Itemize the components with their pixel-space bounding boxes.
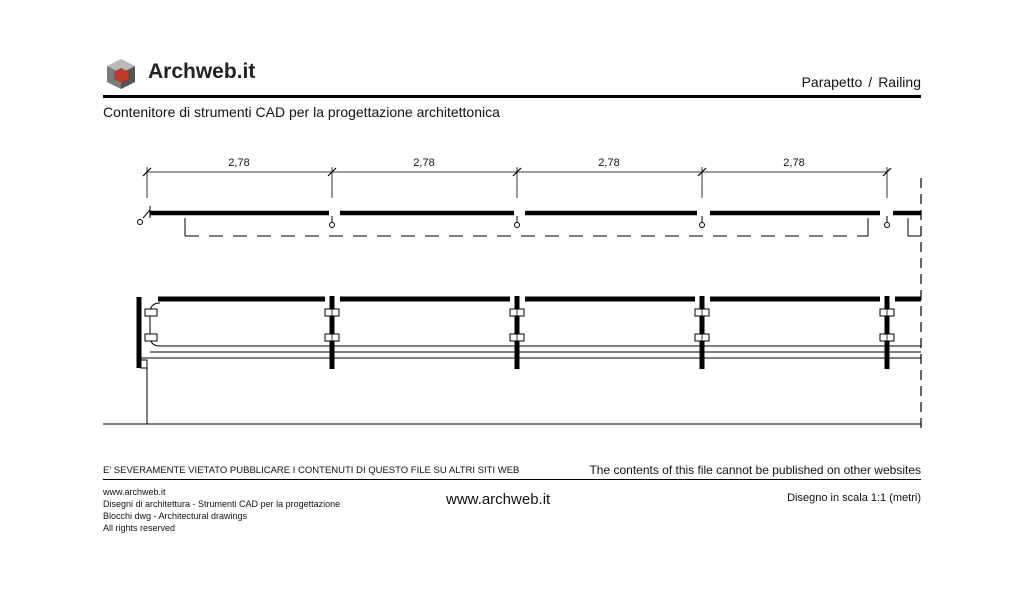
plan-slab-edge	[185, 218, 921, 236]
dimension-label-3: 2,78	[598, 157, 620, 169]
clamp-dividers	[332, 309, 887, 341]
dimension-label-1: 2,78	[228, 157, 250, 169]
title-italian: Parapetto	[801, 74, 863, 90]
copyright-notice-italian: E' SEVERAMENTE VIETATO PUBBLICARE I CONTENUTI DI QUESTO FILE SU ALTRI SITI WEB	[103, 465, 520, 476]
footer-line: Blocchi dwg - Architectural drawings	[103, 511, 248, 521]
drawing-scale: Disegno in scala 1:1 (metri)	[787, 492, 921, 504]
subtitle: Contenitore di strumenti CAD per la progettazione architettonica	[103, 104, 500, 120]
elevation-glass	[139, 303, 921, 368]
footer-website: www.archweb.it	[446, 491, 551, 508]
title-english: Railing	[878, 74, 921, 90]
footer-line: www.archweb.it	[103, 487, 166, 497]
footer-info	[103, 486, 340, 534]
footer-line: Disegni di architettura - Strumenti CAD per la progettazione	[103, 499, 341, 509]
brand-name: Archweb.it	[148, 60, 256, 83]
dimension-label-4: 2,78	[783, 157, 805, 169]
footer-rule	[103, 479, 921, 480]
footer-line: All rights reserved	[103, 523, 176, 533]
dimension-label-2: 2,78	[413, 157, 435, 169]
plan-posts	[138, 206, 890, 228]
copyright-notice-english: The contents of this file cannot be published on other websites	[589, 463, 921, 477]
elevation-slab	[103, 368, 921, 424]
title-separator: /	[868, 74, 873, 90]
